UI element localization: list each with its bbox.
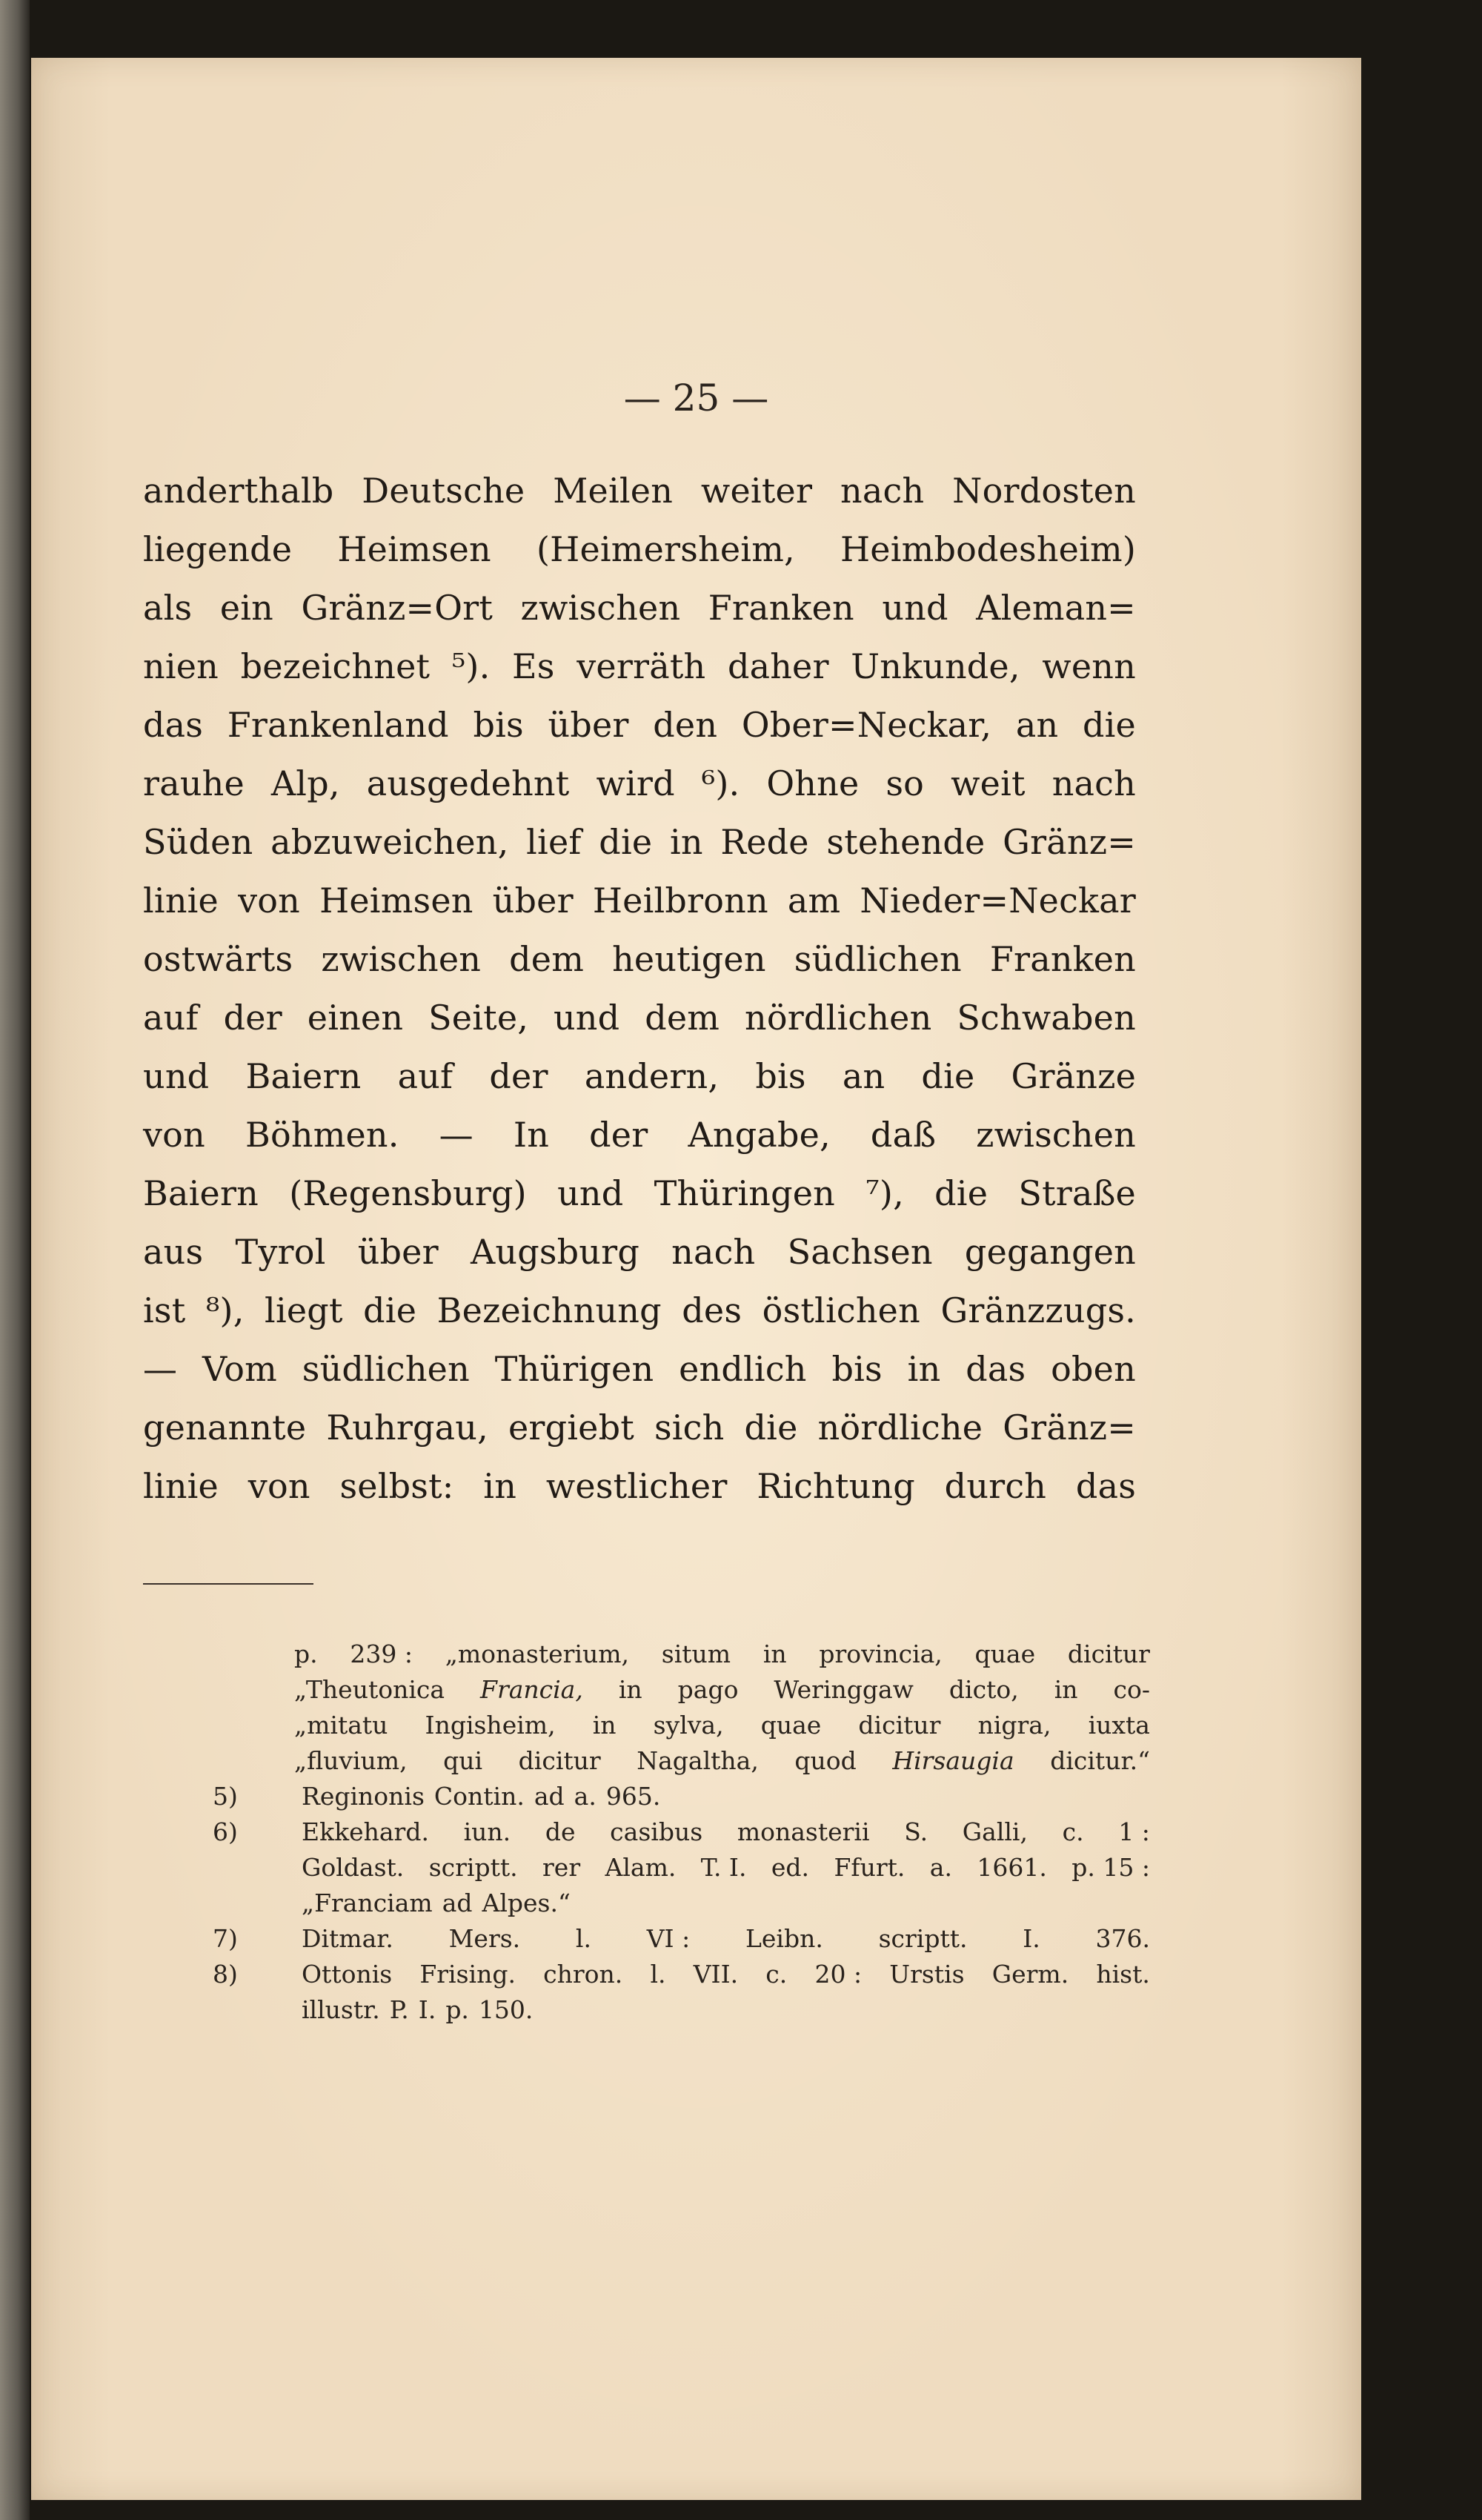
- footnote-word: Ffurt.: [834, 1853, 906, 1882]
- word: das: [966, 1349, 1026, 1389]
- word: selbst:: [339, 1466, 454, 1506]
- footnote-line: [294, 1743, 1150, 1779]
- footnote-word: c.: [1062, 1817, 1084, 1846]
- word: Heimsen: [337, 529, 491, 569]
- word: liegt: [265, 1290, 343, 1330]
- word: durch: [944, 1466, 1047, 1506]
- word: als: [143, 588, 193, 628]
- footnote-word: „Theutonica: [294, 1675, 445, 1704]
- word: die: [934, 1173, 988, 1213]
- footnote-word: VII.: [693, 1960, 739, 1989]
- word: Ruhrgau,: [326, 1407, 488, 1448]
- word: ⁷),: [865, 1173, 904, 1213]
- word: ⁶).: [701, 763, 740, 803]
- text-line: [143, 696, 1136, 755]
- footnote-word: ad: [534, 1782, 565, 1811]
- word: Ober=Neckar,: [741, 705, 992, 745]
- word: liegende: [143, 529, 293, 569]
- word: —: [439, 1115, 473, 1155]
- footnote-word: in: [618, 1675, 642, 1704]
- word: Unkunde,: [851, 646, 1020, 686]
- word: Heimsen: [319, 881, 473, 921]
- word: östlichen: [762, 1290, 920, 1330]
- word: endlich: [679, 1349, 807, 1389]
- word: die: [921, 1056, 975, 1096]
- word: zwischen: [321, 939, 482, 979]
- footnote-word: p. 15 :: [1071, 1853, 1150, 1882]
- word: der: [589, 1115, 648, 1155]
- text-line: [143, 989, 1136, 1047]
- word: so: [885, 763, 925, 803]
- word: ein: [219, 588, 273, 628]
- footnote-number: 8): [213, 1960, 238, 1989]
- footnote-word: 20 :: [814, 1960, 863, 1989]
- word: Franken: [989, 939, 1136, 979]
- footnote-word: quae: [974, 1639, 1036, 1668]
- footnote-word: provincia,: [819, 1639, 943, 1668]
- word: zwischen: [976, 1115, 1136, 1155]
- footnote-word: quod: [794, 1746, 857, 1775]
- footnote-line: [302, 1850, 1150, 1886]
- footnote-word: I.: [1023, 1924, 1040, 1953]
- word: in: [907, 1349, 941, 1389]
- footnote-word: „fluvium,: [294, 1746, 408, 1775]
- word: die: [744, 1407, 798, 1448]
- main-text-block: [143, 462, 1136, 1516]
- word: sich: [654, 1407, 725, 1448]
- footnote-word: dicitur.“: [1050, 1746, 1150, 1775]
- footnote-word: Alam.: [605, 1853, 677, 1882]
- word: das: [1075, 1466, 1136, 1506]
- word: wird: [596, 763, 675, 803]
- word: von: [143, 1115, 205, 1155]
- word: von: [247, 1466, 310, 1506]
- footnote-word: dicto,: [948, 1675, 1019, 1704]
- word: nien: [143, 646, 219, 686]
- text-line: [143, 872, 1136, 930]
- footnote-word: Nagaltha,: [637, 1746, 759, 1775]
- word: Gränze: [1011, 1056, 1136, 1096]
- word: das: [143, 705, 204, 745]
- word: dem: [509, 939, 585, 979]
- word: bezeichnet: [240, 646, 431, 686]
- word: einen: [307, 998, 404, 1038]
- footnote-line: [294, 1672, 1150, 1708]
- footnote-word: scriptt.: [428, 1853, 518, 1882]
- footnote-word: de: [545, 1817, 576, 1846]
- footnote-word: chron.: [543, 1960, 623, 1989]
- word: der: [223, 998, 282, 1038]
- word: nach: [671, 1232, 756, 1272]
- word: weit: [951, 763, 1026, 803]
- footnote-word: Mers.: [448, 1924, 521, 1953]
- word: Gränz=: [1003, 1407, 1136, 1448]
- word: Seite,: [428, 998, 529, 1038]
- text-line: [143, 637, 1136, 696]
- word: über: [492, 881, 574, 921]
- word: genannte: [143, 1407, 307, 1448]
- word: von: [238, 881, 300, 921]
- footnote-word: p.: [294, 1639, 318, 1668]
- footnote-word: ad: [442, 1889, 473, 1917]
- footnote-word: Galli,: [962, 1817, 1028, 1846]
- word: Thüringen: [654, 1173, 836, 1213]
- word: (Regensburg): [289, 1173, 527, 1213]
- footnote-word: dicitur: [858, 1711, 941, 1740]
- word: Gränz=Ort: [301, 588, 494, 628]
- footnote-word: iuxta: [1088, 1711, 1150, 1740]
- footnote-word: casibus: [610, 1817, 703, 1846]
- word: Aleman=: [976, 588, 1136, 628]
- footnote-word: S.: [904, 1817, 928, 1846]
- word: ausgedehnt: [366, 763, 570, 803]
- word: ⁸),: [205, 1290, 245, 1330]
- word: wenn: [1042, 646, 1136, 686]
- word: Thürigen: [494, 1349, 654, 1389]
- footnote-word: a.: [574, 1782, 597, 1811]
- footnote-word: qui: [443, 1746, 483, 1775]
- word: Sachsen: [787, 1232, 933, 1272]
- word: daher: [727, 646, 829, 686]
- word: abzuweichen,: [270, 822, 509, 862]
- footnote-word: VI :: [646, 1924, 691, 1953]
- word: Ohne: [766, 763, 860, 803]
- word: rauhe: [143, 763, 245, 803]
- footnote-word: 239 :: [350, 1639, 413, 1668]
- word: an: [842, 1056, 885, 1096]
- text-line: [143, 755, 1136, 813]
- word: südlichen: [302, 1349, 470, 1389]
- footnote-word: co-: [1113, 1675, 1150, 1704]
- word: ist: [143, 1290, 186, 1330]
- word: die: [599, 822, 653, 862]
- word: Nordosten: [952, 471, 1136, 511]
- word: über: [548, 705, 629, 745]
- text-line: [143, 520, 1136, 579]
- footnote-word: monasterii: [737, 1817, 870, 1846]
- word: ⁵).: [451, 646, 491, 686]
- footnote-word: nigra,: [977, 1711, 1051, 1740]
- text-line: [143, 1340, 1136, 1399]
- word: Vom: [202, 1349, 277, 1389]
- footnote-word: Contin.: [433, 1782, 525, 1811]
- footnote-number: 5): [213, 1782, 238, 1811]
- footnote-number: 7): [213, 1924, 238, 1953]
- footnote-word: iun.: [463, 1817, 511, 1846]
- word: Nieder=Neckar: [860, 881, 1136, 921]
- footnote-word: Hirsaugia: [892, 1746, 1014, 1775]
- page-number: — 25 —: [623, 377, 769, 420]
- word: ostwärts: [143, 939, 293, 979]
- footnote-word: dicitur: [1067, 1639, 1150, 1668]
- footnote-word: Leibn.: [745, 1924, 823, 1953]
- word: über: [357, 1232, 439, 1272]
- footnote-word: Urstis: [889, 1960, 965, 1989]
- word: heutigen: [612, 939, 766, 979]
- footnote-line: [294, 1637, 1150, 1672]
- footnote-word: l.: [575, 1924, 591, 1953]
- footnote-line: [294, 1708, 1150, 1743]
- footnote-word: p.: [445, 1995, 469, 2024]
- text-line: [143, 1106, 1136, 1164]
- word: bis: [755, 1056, 806, 1096]
- word: anderthalb: [143, 471, 334, 511]
- word: auf: [397, 1056, 453, 1096]
- word: linie: [143, 1466, 219, 1506]
- word: oben: [1051, 1349, 1136, 1389]
- word: nördliche: [817, 1407, 983, 1448]
- footnote-word: c.: [765, 1960, 788, 1989]
- footnote-word: illustr.: [302, 1995, 380, 2024]
- text-line: [143, 1223, 1136, 1281]
- footnote-word: I.: [418, 1995, 436, 2024]
- footnote-word: „mitatu: [294, 1711, 388, 1740]
- footnote-line: [302, 1957, 1150, 1992]
- word: Heilbronn: [592, 881, 768, 921]
- word: zwischen: [520, 588, 681, 628]
- footnote-word: scriptt.: [878, 1924, 968, 1953]
- book-spine-edge: [0, 0, 30, 2520]
- footnote-word: sylva,: [653, 1711, 724, 1740]
- word: Süden: [143, 822, 253, 862]
- footnote-word: Goldast.: [302, 1853, 405, 1882]
- word: der: [489, 1056, 548, 1096]
- word: und: [553, 998, 620, 1038]
- footnote-word: 965.: [605, 1782, 661, 1811]
- footnote-word: Germ.: [991, 1960, 1069, 1989]
- word: auf: [143, 998, 199, 1038]
- word: Heimbodesheim): [840, 529, 1136, 569]
- text-line: [143, 1399, 1136, 1457]
- footnote-word: situm: [661, 1639, 731, 1668]
- word: nach: [840, 471, 925, 511]
- word: Straße: [1018, 1173, 1136, 1213]
- footnote-line: [302, 1779, 670, 1814]
- word: In: [513, 1115, 550, 1155]
- word: die: [363, 1290, 417, 1330]
- footnote-word: dicitur: [518, 1746, 601, 1775]
- text-line: [143, 462, 1136, 520]
- word: (Heimersheim,: [536, 529, 795, 569]
- word: lief: [526, 822, 582, 862]
- text-line: [143, 930, 1136, 989]
- word: in: [483, 1466, 517, 1506]
- word: Frankenland: [227, 705, 449, 745]
- word: Augsburg: [470, 1232, 639, 1272]
- word: ergiebt: [508, 1407, 634, 1448]
- footnote-word: „monasterium,: [445, 1639, 630, 1668]
- footnote-word: Alpes.“: [482, 1889, 571, 1917]
- word: an: [1015, 705, 1059, 745]
- word: südlichen: [794, 939, 962, 979]
- word: Rede: [720, 822, 809, 862]
- footnote-word: ed.: [771, 1853, 810, 1882]
- footnote-word: Ingisheim,: [425, 1711, 556, 1740]
- footnote-line: [302, 1814, 1150, 1850]
- footnote-word: Frising.: [419, 1960, 516, 1989]
- text-line: [143, 579, 1136, 637]
- word: nach: [1051, 763, 1136, 803]
- word: —: [143, 1349, 178, 1389]
- word: Alp,: [270, 763, 340, 803]
- word: in: [669, 822, 703, 862]
- word: Franken: [708, 588, 854, 628]
- footnote-word: pago: [677, 1675, 739, 1704]
- footnote-word: hist.: [1096, 1960, 1150, 1989]
- word: aus: [143, 1232, 204, 1272]
- footnote-word: Ditmar.: [302, 1924, 393, 1953]
- word: Es: [512, 646, 555, 686]
- word: weiter: [700, 471, 813, 511]
- word: Baiern: [143, 1173, 259, 1213]
- footnote-word: T. I.: [700, 1853, 747, 1882]
- word: Angabe,: [688, 1115, 831, 1155]
- word: stehende: [826, 822, 986, 862]
- text-line: [143, 1164, 1136, 1223]
- word: gegangen: [964, 1232, 1136, 1272]
- footnote-word: „Franciam: [302, 1889, 433, 1917]
- footnote-line: [302, 1992, 542, 2028]
- text-line: [143, 813, 1136, 872]
- word: und: [557, 1173, 624, 1213]
- word: des: [682, 1290, 742, 1330]
- footnote-line: [302, 1921, 1150, 1957]
- word: am: [787, 881, 841, 921]
- footnote-word: 150.: [478, 1995, 534, 2024]
- word: westlicher: [545, 1466, 728, 1506]
- footnote-word: in: [762, 1639, 787, 1668]
- footnote-word: Ottonis: [302, 1960, 393, 1989]
- footnote-word: Reginonis: [302, 1782, 425, 1811]
- word: Böhmen.: [245, 1115, 399, 1155]
- word: Richtung: [757, 1466, 915, 1506]
- word: den: [653, 705, 718, 745]
- footnote-word: in: [1054, 1675, 1078, 1704]
- footnote-word: Weringgaw: [774, 1675, 914, 1704]
- word: nördlichen: [745, 998, 932, 1038]
- footnote-word: P.: [389, 1995, 409, 2024]
- word: verräth: [576, 646, 706, 686]
- footnote-word: rer: [542, 1853, 581, 1882]
- word: linie: [143, 881, 219, 921]
- footnote-word: in: [592, 1711, 617, 1740]
- word: Baiern: [245, 1056, 362, 1096]
- text-line: [143, 1047, 1136, 1106]
- word: Bezeichnung: [436, 1290, 662, 1330]
- footnote-word: 1 :: [1118, 1817, 1150, 1846]
- footnote-word: a.: [929, 1853, 952, 1882]
- footnote-number: 6): [213, 1817, 238, 1846]
- footnote-word: Francia,: [480, 1675, 583, 1704]
- footnote-word: 376.: [1095, 1924, 1150, 1953]
- footnote-separator-rule: [143, 1583, 313, 1585]
- word: Tyrol: [235, 1232, 326, 1272]
- word: und: [143, 1056, 210, 1096]
- footnote-line: [302, 1886, 580, 1921]
- word: die: [1083, 705, 1136, 745]
- word: Deutsche: [362, 471, 525, 511]
- footnote-word: l.: [650, 1960, 666, 1989]
- book-page: [31, 58, 1361, 2500]
- word: Gränz=: [1003, 822, 1136, 862]
- word: dem: [645, 998, 720, 1038]
- word: bis: [473, 705, 524, 745]
- word: bis: [831, 1349, 883, 1389]
- footnote-word: quae: [760, 1711, 822, 1740]
- footnote-word: Ekkehard.: [302, 1817, 429, 1846]
- footnote-word: 1661.: [977, 1853, 1047, 1882]
- word: daß: [870, 1115, 937, 1155]
- word: Schwaben: [957, 998, 1136, 1038]
- word: Gränzzugs.: [940, 1290, 1136, 1330]
- word: und: [882, 588, 948, 628]
- text-line: [143, 1281, 1136, 1340]
- text-line: [143, 1457, 1136, 1516]
- word: andern,: [584, 1056, 720, 1096]
- word: Meilen: [553, 471, 674, 511]
